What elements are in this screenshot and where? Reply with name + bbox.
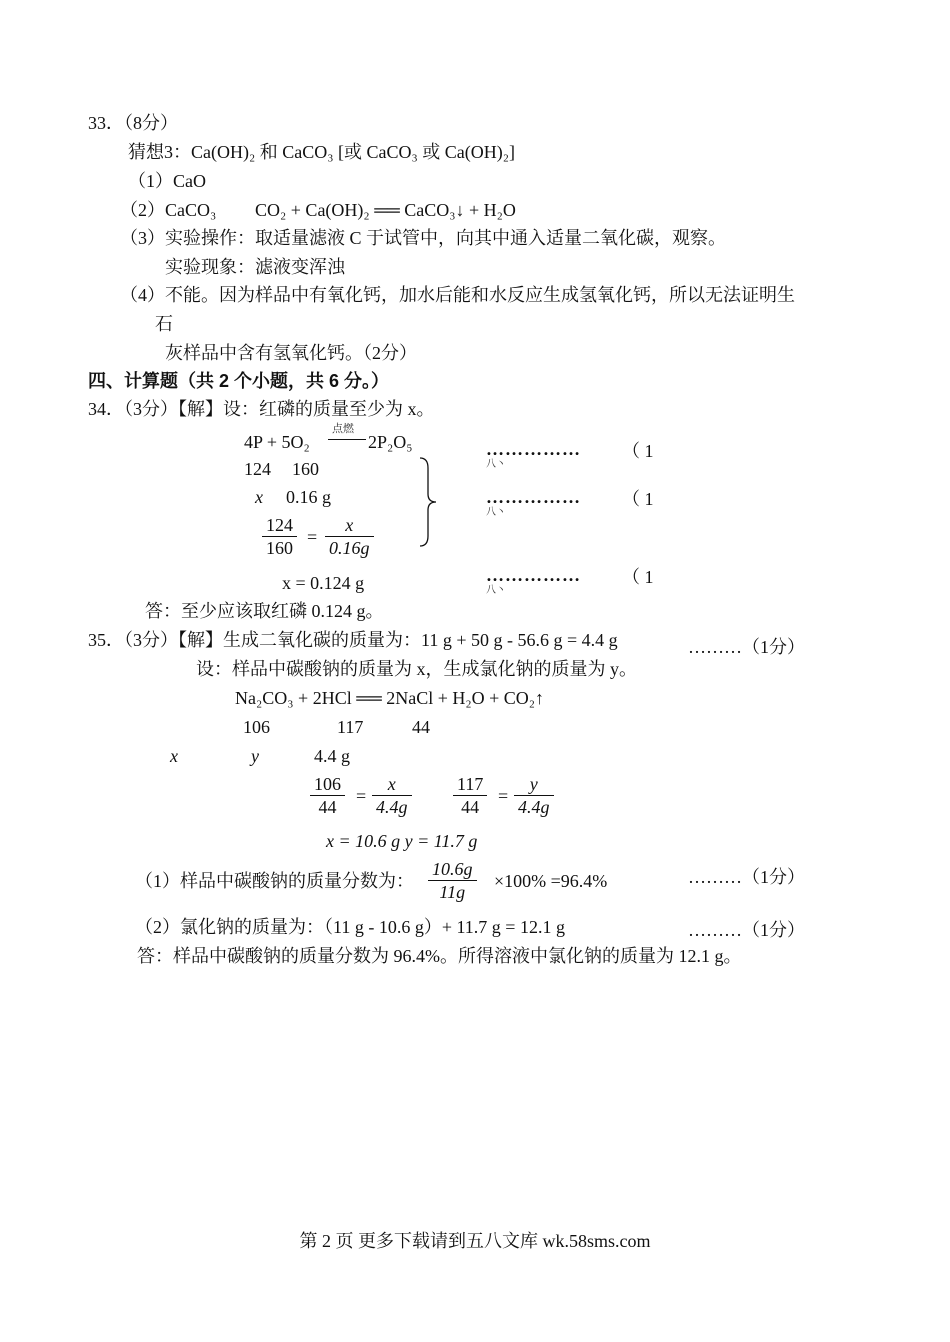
q35-fraction-1-num: 106 [314,774,341,794]
q34-mark-2-dots: …………… [486,487,581,507]
q35-part-2-mark: ………（1分） [688,920,805,940]
q35-fraction-3-equals: = [498,786,509,806]
q35-result: x = 10.6 g y = 11.7 g [326,831,478,851]
q33-answer-3-operation: （3）实验操作：取适量滤液 C 于试管中，向其中通入适量二氧化碳，观察。 [120,228,727,248]
q35-fraction-3-den: 44 [453,795,487,818]
q33-answer-4-line1: （4）不能。因为样品中有氧化钙，加水后能和水反应生成氢氧化钙，所以无法证明生 [120,285,795,305]
q35-header-mark: ………（1分） [688,637,805,657]
q33-answer-3-observation: 实验现象：滤液变浑浊 [165,257,345,277]
q35-fraction-3-num: 117 [457,774,484,794]
q35-fraction-4-den: 4.4g [514,795,554,818]
q34-mark-3-score: （ 1 [622,567,654,587]
q35-part-1-num: 10.6g [432,859,473,879]
q34-eq-left: 4P + 5O₂ [244,432,310,452]
section-4-title: 四、计算题（共 2 个小题，共 6 分。） [88,371,390,391]
q33-header: 33．（8分） [88,113,178,133]
q34-var-2: 0.16 g [286,487,331,507]
q35-var-1: x [170,746,178,766]
q33-answer-4-line2: 石 [155,314,173,334]
q35-fraction-2-num: x [387,774,396,794]
q33-answer-4-line3: 灰样品中含有氢氧化钙。（2分） [165,343,417,363]
q34-mark-3-dots: …………… [486,565,581,585]
q35-fraction-4-num: y [529,774,538,794]
q33-answer-2-equation: CO₂ + Ca(OH)₂ ══ CaCO₃↓ + H₂O [255,200,516,220]
q34-fraction-left-num: 124 [266,515,293,535]
q35-mass-3: 44 [412,717,430,737]
q35-fraction-1 [310,773,345,818]
q35-fraction-3 [453,773,487,818]
q35-set: 设：样品中碳酸钠的质量为 x，生成氯化钠的质量为 y。 [196,659,637,679]
q35-part-1-result: ×100% =96.4% [494,871,608,891]
q34-fraction-right [325,514,374,559]
q34-eq-condition: 点燃 [332,423,354,435]
q33-answer-2-label: （2）CaCO₃ [120,200,217,220]
q34-fraction-equals: = [307,527,318,547]
q34-mark-1-dots: …………… [486,439,581,459]
q35-header: 35．（3分）【解】生成二氧化碳的质量为：11 g + 50 g - 56.6 g = 4.4 g [88,630,618,650]
q35-part-1-den: 11g [428,880,477,903]
q35-part-1-fraction [428,858,477,903]
q34-fraction-right-num: x [345,515,354,535]
q34-mass-2: 160 [292,459,319,479]
q35-var-3: 4.4 g [314,746,350,766]
q34-mark-1-cut: 八丶 [486,459,506,470]
q34-eq-right: 2P₂O₅ [368,432,413,452]
q35-fraction-4 [514,773,554,818]
q34-header: 34．（3分）【解】设：红磷的质量至少为 x。 [88,399,435,419]
q35-mass-1: 106 [243,717,270,737]
q34-fraction-left [262,514,297,559]
page-footer: 第 2 页 更多下载请到五八文库 wk.58sms.com [299,1231,651,1251]
q34-result: x = 0.124 g [282,573,365,593]
q34-eq-arrow-line [328,439,366,440]
q34-fraction-right-den: 0.16g [325,536,374,559]
q35-part-2: （2）氯化钠的质量为：（11 g - 10.6 g）+ 11.7 g = 12.1 g [135,917,565,937]
q35-fraction-2 [372,773,412,818]
q34-brace-icon [418,456,440,548]
q35-mass-2: 117 [337,717,364,737]
q34-mark-1-score: （ 1 [622,441,654,461]
q35-part-1-mark: ………（1分） [688,867,805,887]
q34-mark-2-score: （ 1 [622,489,654,509]
q35-fraction-1-equals: = [356,786,367,806]
q35-equation: Na₂CO₃ + 2HCl ══ 2NaCl + H₂O + CO₂↑ [235,688,545,708]
q34-mark-2-cut: 八丶 [486,507,506,518]
q34-answer: 答：至少应该取红磷 0.124 g。 [145,601,384,621]
q34-fraction-left-den: 160 [262,536,297,559]
q35-part-1-label: （1）样品中碳酸钠的质量分数为： [135,871,414,891]
q35-fraction-1-den: 44 [310,795,345,818]
q35-fraction-2-den: 4.4g [372,795,412,818]
q34-mass-1: 124 [244,459,271,479]
q35-var-2: y [251,746,259,766]
q33-guess: 猜想3：Ca(OH)₂ 和 CaCO₃ [或 CaCO₃ 或 Ca(OH)₂] [128,142,516,162]
q34-var-1: x [255,487,263,507]
q34-mark-3-cut: 八丶 [486,585,506,596]
q33-answer-1: （1）CaO [128,171,206,191]
q35-answer: 答：样品中碳酸钠的质量分数为 96.4%。所得溶液中氯化钠的质量为 12.1 g。 [137,946,742,966]
